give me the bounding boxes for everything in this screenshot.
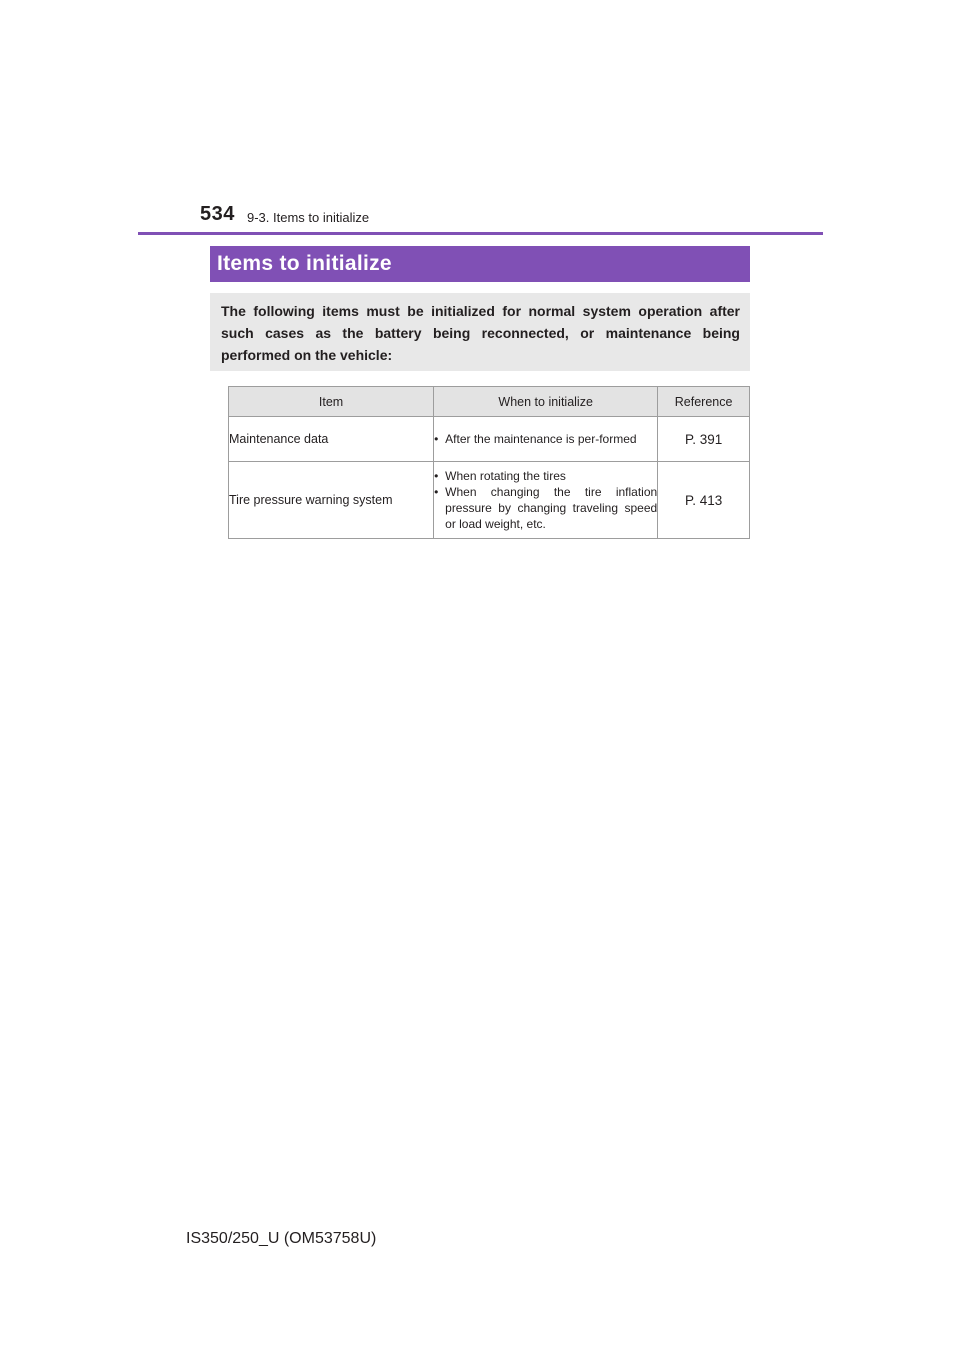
table-header-row [229,387,750,417]
column-header-when: When to initialize [434,387,658,417]
reference-link[interactable]: P. 413 [658,462,750,539]
table-row [229,417,750,462]
when-list-item: • When rotating the tires [434,468,657,484]
when-list-item: • When changing the tire inflation pressure by changing traveling speed or load weight, etc. [434,484,657,532]
reference-link[interactable]: P. 391 [658,417,750,462]
section-title-bar [210,246,750,282]
column-header-item: Item [229,387,434,417]
when-cell [434,417,658,462]
table-row [229,462,750,539]
when-list [434,468,657,532]
column-header-reference: Reference [658,387,750,417]
item-cell: Maintenance data [229,417,434,462]
when-list [434,431,657,447]
section-title: Items to initialize [217,252,392,275]
header-divider [138,232,823,235]
item-cell: Tire pressure warning system [229,462,434,539]
section-reference: 9-3. Items to initialize [247,210,370,225]
footer-model-code: IS350/250_U (OM53758U) [186,1230,377,1247]
intro-box [210,293,750,371]
when-cell [434,462,658,539]
page-number: 534 [200,203,235,225]
when-list-item: • After the maintenance is per-formed [434,431,657,447]
initialize-items-table [228,386,750,539]
intro-text: The following items must be initialized for normal system operation after such cases as the battery being reconnected, or maintenance being performed on the vehicle: [221,303,740,363]
